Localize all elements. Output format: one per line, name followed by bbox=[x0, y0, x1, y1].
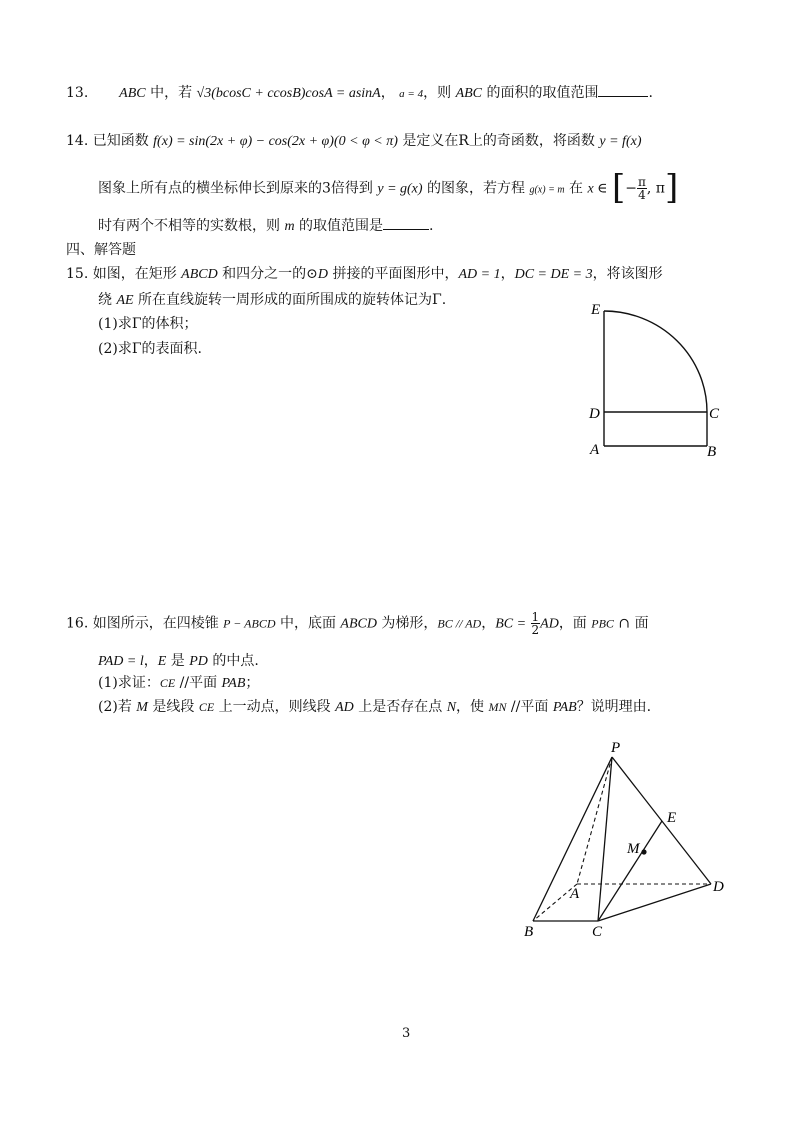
q15-circle-d: D bbox=[317, 267, 329, 282]
q16-text-1: 如图所示，在四棱锥 bbox=[92, 615, 224, 632]
q16-p2-text-6: //平面 bbox=[506, 699, 553, 715]
q15-text-3: 拼接的平面图形中， bbox=[328, 266, 459, 282]
fig16-edge-pd bbox=[612, 757, 711, 884]
fig16-label-m: M bbox=[627, 841, 640, 857]
q16-p2-m: M bbox=[136, 700, 148, 715]
q15-line-2 bbox=[98, 290, 446, 311]
q14-m: m bbox=[284, 219, 295, 234]
q16-p2-n: N bbox=[446, 700, 457, 715]
q16-p2-ad: AD bbox=[335, 700, 354, 715]
q14-fraction bbox=[637, 176, 647, 201]
q15-dc-de: DC = DE = 3 bbox=[514, 267, 593, 282]
q15-text-5: 绕 bbox=[98, 292, 117, 308]
q13-number: 13. bbox=[66, 85, 89, 101]
q16-e: E bbox=[157, 654, 167, 669]
q16-p1-text-1: (1)求证： bbox=[98, 675, 160, 691]
fig16-edge-ab-hidden bbox=[533, 884, 577, 921]
fig16-label-d: D bbox=[713, 879, 724, 895]
q16-p1-text-3: ； bbox=[245, 675, 260, 691]
fig15-label-d: D bbox=[589, 406, 600, 422]
fig16-edge-cd bbox=[598, 884, 711, 921]
q13-comma: ， bbox=[380, 85, 395, 101]
q16-part-2 bbox=[98, 697, 651, 718]
q15-rect: ABCD bbox=[181, 267, 218, 282]
q13-text: 中，若 bbox=[145, 85, 197, 101]
q16-fraction bbox=[531, 611, 541, 636]
q14-y-f: y = f(x) bbox=[599, 134, 642, 149]
q16-p2-text-2: 是线段 bbox=[147, 699, 199, 715]
fig16-label-c: C bbox=[592, 924, 603, 940]
fig16-edge-pb bbox=[533, 757, 612, 921]
section-heading: 四、解答题 bbox=[66, 242, 136, 258]
q15-text-6: 所在直线旋转一周形成的面所围成的旋转体记为Γ. bbox=[133, 292, 447, 308]
q16-pd: PD bbox=[189, 654, 208, 669]
q14-frac-num: π bbox=[637, 175, 646, 189]
q16-p2-mn: MN bbox=[488, 700, 507, 714]
q14-answer-blank bbox=[383, 215, 429, 230]
q16-pyramid: P − ABCD bbox=[223, 616, 276, 631]
q16-line-2 bbox=[98, 651, 259, 672]
q16-comma-2: ， bbox=[143, 653, 158, 669]
q14-y-g: y = g(x) bbox=[377, 181, 423, 197]
q16-p1-text-2: //平面 bbox=[175, 675, 222, 691]
fig15-label-c: C bbox=[709, 406, 720, 422]
q16-p2-text-5: ，使 bbox=[456, 699, 489, 715]
q14-pi: , π bbox=[646, 180, 665, 197]
q13-question: 的面积的取值范围 bbox=[482, 85, 599, 101]
q15-part-1: (1)求Γ的体积； bbox=[98, 316, 198, 332]
q13-formula: √3(bcosC + ccosB)cosA = asinA bbox=[196, 86, 381, 101]
q14-number: 14. bbox=[66, 133, 89, 149]
q14-period: . bbox=[429, 218, 434, 234]
fig16-edge-pa-hidden bbox=[577, 757, 612, 884]
q15-text-2: 和四分之一的⊙ bbox=[217, 266, 318, 282]
fig15-label-e: E bbox=[591, 302, 601, 318]
q16-number: 16. bbox=[66, 615, 89, 632]
fig16-label-a: A bbox=[570, 886, 580, 902]
fig15-label-a: A bbox=[590, 442, 600, 458]
q14-x-in: x ∈ bbox=[587, 181, 608, 197]
q14-text-4: 的图象，若方程 bbox=[422, 180, 530, 197]
q14-bracket-right: ] bbox=[664, 167, 679, 208]
q16-text-2: 中，底面 bbox=[275, 615, 341, 632]
q14-text-2: 是定义在R上的奇函数，将函数 bbox=[397, 133, 600, 149]
q16-pbc: PBC bbox=[591, 616, 614, 631]
q16-text-7: 的中点. bbox=[207, 653, 259, 669]
q14-frac-den: 4 bbox=[638, 188, 646, 202]
q16-p2-pab: PAB bbox=[552, 700, 577, 715]
q16-part-1 bbox=[98, 673, 259, 694]
fig16-label-p: P bbox=[611, 740, 621, 756]
q16-parallel: BC // AD bbox=[437, 616, 482, 631]
q15-comma: ， bbox=[500, 266, 515, 282]
q14-line-3 bbox=[98, 215, 433, 237]
q15-ae: AE bbox=[116, 293, 134, 308]
q16-comma: ， bbox=[481, 615, 496, 632]
fig16-label-e: E bbox=[667, 810, 677, 826]
q15-text-4: ，将该图形 bbox=[592, 266, 663, 282]
q16-p2-text-3: 上一动点，则线段 bbox=[214, 699, 336, 715]
q14-line-1 bbox=[66, 131, 641, 152]
q14-text-3: 图象上所有点的横坐标伸长到原来的3倍得到 bbox=[98, 180, 378, 197]
q14-line-2 bbox=[98, 167, 679, 208]
fig16-point-m bbox=[641, 849, 646, 854]
q16-line-1 bbox=[66, 611, 649, 636]
q16-pad: PAD = l bbox=[98, 654, 144, 669]
q14-function: f(x) = sin(2x + φ) − cos(2x + φ)(0 < φ < π) bbox=[153, 134, 398, 149]
q14-text-1: 已知函数 bbox=[92, 133, 154, 149]
fig16-edge-pc bbox=[598, 757, 612, 921]
page-number: 3 bbox=[402, 1026, 411, 1041]
q13-triangle-2: ABC bbox=[455, 86, 483, 101]
q14-equation: g(x) = m bbox=[529, 184, 565, 196]
q15-line-1 bbox=[66, 264, 663, 285]
q13-line: 13. ABC 中，若 √3(bcosC + ccosB)cosA = asinA， a = 4，则 ABC 的面积的取值范围 . bbox=[66, 82, 653, 104]
q13-a-value: a = 4 bbox=[399, 88, 424, 100]
q15-number: 15. bbox=[66, 266, 89, 282]
q16-text-5: ∩ 面 bbox=[613, 615, 649, 632]
q13-then: ，则 bbox=[423, 85, 456, 101]
q13-answer-blank bbox=[598, 82, 648, 97]
q16-p1-ce: CE bbox=[159, 676, 176, 690]
q15-part-2: (2)求Γ的表面积. bbox=[98, 341, 202, 357]
q16-p2-text-4: 上是否存在点 bbox=[353, 699, 447, 715]
q16-p2-text-1: (2)若 bbox=[98, 699, 137, 715]
q16-frac-den: 2 bbox=[531, 623, 540, 637]
fig16-label-b: B bbox=[524, 924, 534, 940]
q14-minus: − bbox=[625, 180, 637, 197]
q16-bc-eq: BC = bbox=[495, 616, 527, 632]
fig16-edge-ce bbox=[598, 821, 662, 921]
q14-text-7: 的取值范围是 bbox=[294, 218, 384, 234]
q15-text-1: 如图，在矩形 bbox=[92, 266, 182, 282]
q14-text-5: 在 bbox=[564, 180, 588, 197]
q15-ad: AD = 1 bbox=[458, 267, 501, 282]
q16-frac-num: 1 bbox=[531, 610, 540, 624]
q13-triangle: ABC bbox=[119, 86, 146, 101]
q16-text-3: 为梯形， bbox=[376, 615, 438, 632]
q16-text-4: ，面 bbox=[558, 615, 592, 632]
q16-p2-text-7: ？说明理由. bbox=[576, 699, 652, 715]
q16-base: ABCD bbox=[340, 616, 377, 632]
q16-ad: AD bbox=[540, 616, 559, 632]
q16-p2-ce: CE bbox=[198, 700, 215, 714]
fig15-quarter-arc bbox=[604, 311, 707, 412]
q14-bracket-left: [ bbox=[611, 167, 626, 208]
q16-p1-pab: PAB bbox=[221, 676, 246, 691]
q14-text-6: 时有两个不相等的实数根，则 bbox=[98, 218, 285, 234]
q16-text-6: 是 bbox=[166, 653, 190, 669]
fig15-label-b: B bbox=[707, 444, 717, 460]
